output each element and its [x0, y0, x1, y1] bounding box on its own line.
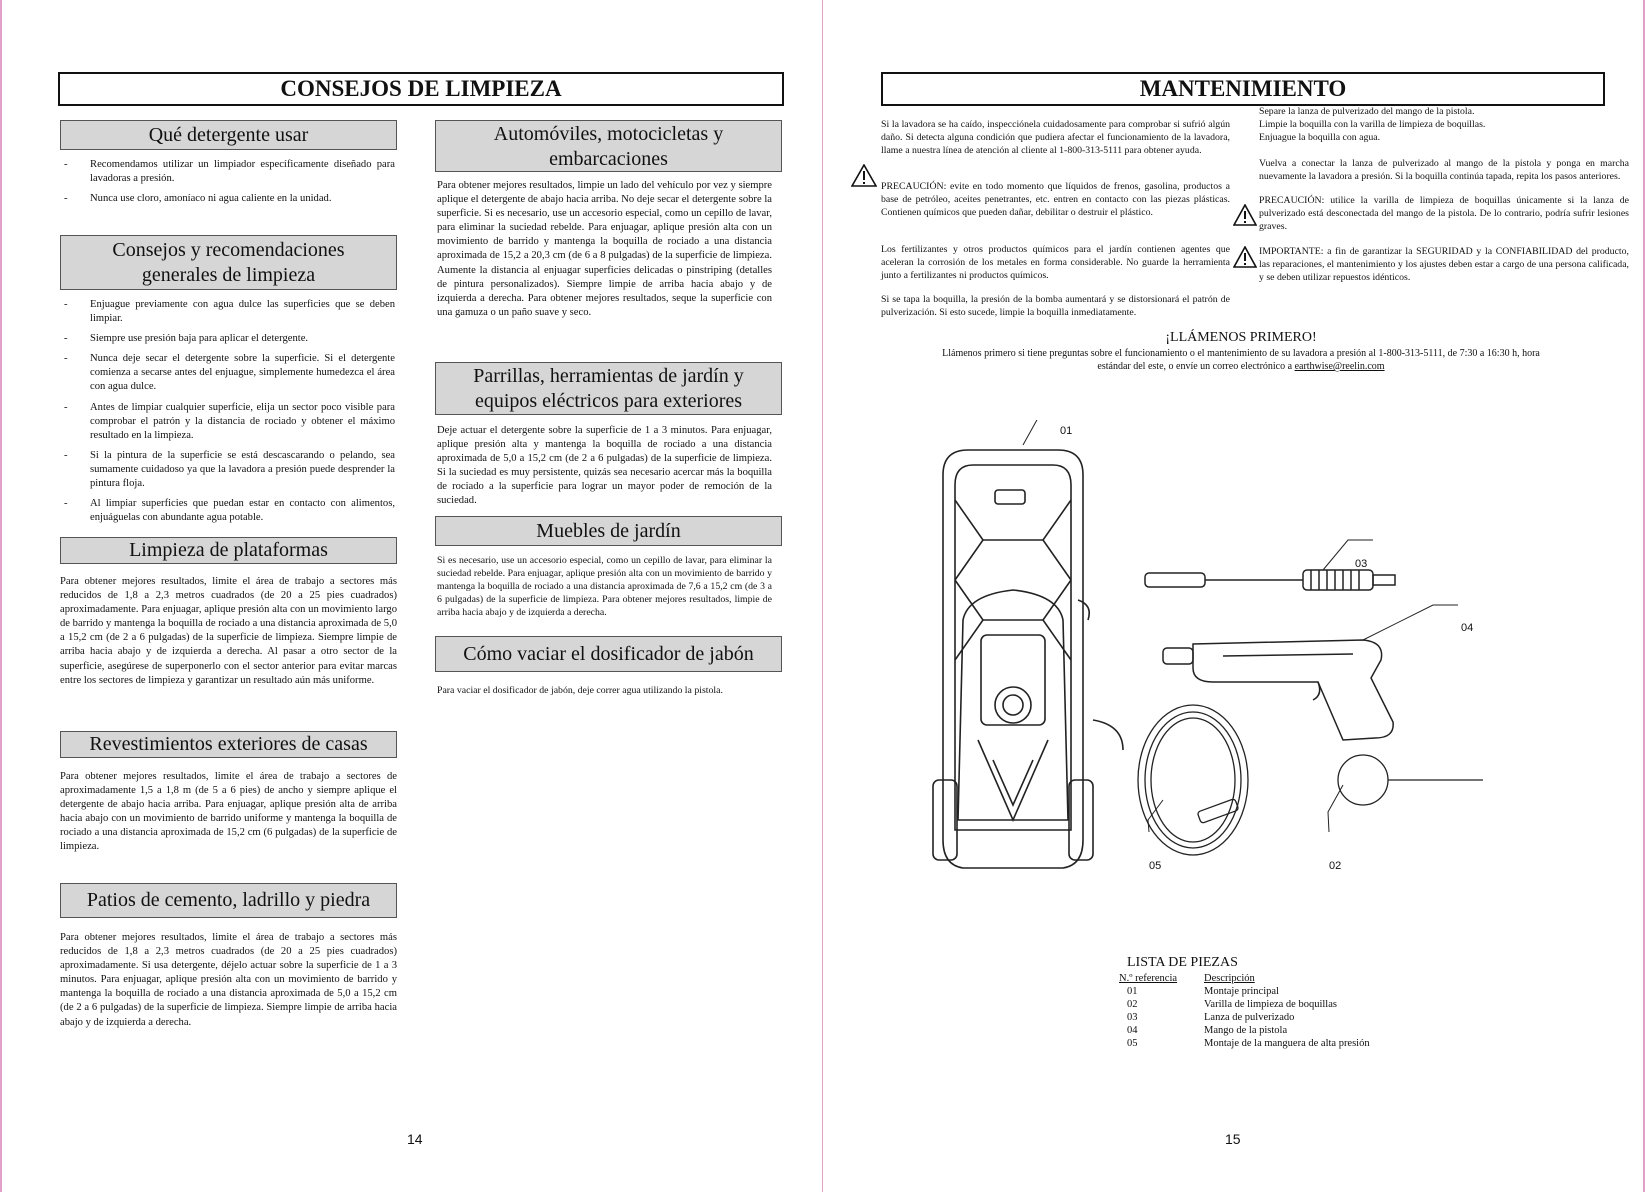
section-heading-revestimientos: Revestimientos exteriores de casas — [60, 731, 397, 758]
table-row — [1119, 1037, 1370, 1050]
table-header-row — [1119, 972, 1370, 985]
email-link[interactable]: earthwise@reelin.com — [1294, 361, 1385, 372]
callout-02: 02 — [1329, 860, 1342, 872]
muebles-body: Si es necesario, use un accesorio especial, como un cepillo de lavar, para eliminar la suciedad rebelde. Para enjuagar, aplique presión alta con un movimiento de barrido y mantenga la boquilla de rociado a una distancia aproximada de 7,6 a 15,2 cm (de 3 a 6 pulgadas) de la superficie de limpieza. Para obtener mejores resultados, limpie de arriba hacia abajo y de izquierda a derecha. — [437, 555, 772, 618]
part-ref: 02 — [1127, 999, 1138, 1010]
consejos-list — [62, 298, 395, 531]
maint-nozzle: Si se tapa la boquilla, la presión de la bomba aumentará y se distorsionará el patrón de pulverización. Si esto sucede, limpie la boquilla inmediatamente. — [881, 294, 1230, 318]
parrillas-body: Deje actuar el detergente sobre la superficie de 1 a 3 minutos. Para enjuagar, aplique presión alta y mantenga la boquilla de rociado a una distancia aproximada de 5,0 a 15,2 cm (de 2 a 6 pulgadas) de la superficie de limpieza. Si la suciedad es muy persistente, quizás sea necesario acercar más la boquilla de rociado a la superficie para lograr un mayor poder de remoción de la suciedad. — [437, 425, 772, 507]
call-line-text: estándar del este, o envíe un correo electrónico a — [1097, 361, 1295, 372]
heading-line: equipos eléctricos para exteriores — [474, 390, 743, 412]
gun-handle-drawing — [1163, 640, 1393, 740]
list-item: - Antes de limpiar cualquier superficie, elija un sector poco visible para comprobar el patrón y la distancia de rociado y obtener el máximo resultado en la limpieza. — [62, 401, 395, 443]
section-heading-consejos — [60, 235, 397, 290]
detergente-list — [62, 158, 395, 212]
column-header-desc: Descripción — [1204, 973, 1255, 984]
parts-list-heading: LISTA DE PIEZAS — [1127, 955, 1238, 970]
part-ref: 01 — [1127, 986, 1138, 997]
section-heading-detergente: Qué detergente usar — [60, 120, 397, 150]
table-row — [1119, 1011, 1370, 1024]
heading-line: embarcaciones — [549, 148, 668, 170]
hose-drawing — [1138, 705, 1248, 855]
section-heading-parrillas — [435, 362, 782, 415]
part-desc: Lanza de pulverizado — [1204, 1012, 1295, 1023]
part-ref: 05 — [1127, 1038, 1138, 1049]
callout-03: 03 — [1355, 558, 1368, 570]
section-heading-patios: Patios de cemento, ladrillo y piedra — [60, 883, 397, 918]
automoviles-body: Para obtener mejores resultados, limpie un lado del vehículo por vez y siempre aplique el detergente de abajo hacia arriba. No deje secar el detergente sobre la superficie. Si es necesario, use un accesorio especial, como un cepillo de lavar, para eliminar la suciedad rebelde. Para enjuagar, aplique presión alta con un movimiento de barrido y mantenga la boquilla de rociado a una distancia aproximada de 15,2 a 20,3 cm (de 6 a 8 pulgadas) de la superficie de limpieza. Aumente la distancia al enjuagar superficies delicadas o pinstriping (detalles de pintura personalizados). Siempre limpie de arriba hacia abajo y de izquierda a derecha. Para obtener mejores resultados, seque la superficie con una gamuza o un paño suave y seco. — [437, 180, 772, 318]
maint-steps — [1259, 105, 1629, 144]
page-title: MANTENIMIENTO — [881, 72, 1605, 106]
step-line: Enjuague la boquilla con agua. — [1259, 132, 1381, 143]
call-line: Llámenos primero si tiene preguntas sobre el funcionamiento o el mantenimiento de su lavadora a presión al 1-800-313-5111, de 7:30 a 16:30 h, hora — [942, 348, 1540, 359]
warning-icon — [1233, 246, 1257, 268]
heading-line: Parrillas, herramientas de jardín y — [473, 365, 744, 387]
parts-table — [1119, 972, 1370, 1050]
part-ref: 04 — [1127, 1025, 1138, 1036]
part-desc: Mango de la pistola — [1204, 1025, 1288, 1036]
right-page — [822, 0, 1645, 1192]
call-heading: ¡LLÁMENOS PRIMERO! — [1165, 330, 1317, 345]
maint-p1: Si la lavadora se ha caído, inspecciónela cuidadosamente para comprobar si sufrió algún daño. Si detecta alguna condición que pudiera afectar el funcionamiento de la lavadora, llame a nuestra línea de atención al cliente al 1-800-313-5111 para obtener ayuda. — [881, 119, 1230, 156]
maint-caution-plastic: PRECAUCIÓN: evite en todo momento que líquidos de frenos, gasolina, productos a base de petróleo, aceites penetrantes, etc. entren en contacto con las piezas plásticas. Contienen químicos que pueden dañar, debilitar o destruir el plástico. — [881, 181, 1230, 218]
call-line — [863, 360, 1619, 373]
table-row — [1119, 1024, 1370, 1037]
part-desc: Montaje de la manguera de alta presión — [1204, 1038, 1370, 1049]
warning-icon — [1233, 204, 1257, 226]
list-item: - Si la pintura de la superficie se está descascarando o pelando, sea sumamente cuidadoso ya que la lavadora a presión puede desprender la pintura floja. — [62, 449, 395, 491]
heading-line: generales de limpieza — [141, 264, 316, 286]
call-text — [863, 347, 1619, 373]
table-row — [1119, 998, 1370, 1011]
section-heading-muebles: Muebles de jardín — [435, 516, 782, 546]
page-number: 15 — [1225, 1131, 1241, 1147]
heading-line: Automóviles, motocicletas y — [493, 123, 724, 145]
parts-illustration — [923, 420, 1583, 890]
list-item: - Nunca deje secar el detergente sobre la superficie. Si el detergente comienza a secarse antes del enjuague, simplemente humedezca el área con agua dulce. — [62, 352, 395, 394]
page-number: 14 — [407, 1131, 423, 1147]
callout-04: 04 — [1461, 622, 1474, 634]
heading-line: Consejos y recomendaciones — [112, 239, 345, 261]
warning-icon — [851, 164, 877, 187]
page-title: CONSEJOS DE LIMPIEZA — [58, 72, 784, 106]
column-header-ref: N.º referencia — [1119, 973, 1178, 984]
step-line: Separe la lanza de pulverizado del mango de la pistola. — [1259, 106, 1475, 117]
spray-lance-drawing — [1145, 570, 1395, 590]
part-desc: Varilla de limpieza de boquillas — [1204, 999, 1337, 1010]
part-ref: 03 — [1127, 1012, 1138, 1023]
list-item: - Recomendamos utilizar un limpiador específicamente diseñado para lavadoras a presión. — [62, 158, 395, 186]
patios-body: Para obtener mejores resultados, limite el área de trabajo a sectores más reducidos de 1,8 a 2,3 metros cuadrados (de 20 a 25 pies cuadrados) aproximadamente. Si usa detergente, déjelo actuar sobre la superficie de 1 a 3 minutos. Para enjuagar, aplique presión alta con un movimiento de barrido y mantenga la boquilla de rociado a una distancia aproximada de 5,0 a 15,2 cm (de 2 a 6 pulgadas) de la superficie de limpieza. Siempre limpie de arriba hacia abajo y de izquierda a derecha. — [60, 932, 397, 1028]
dosificador-body: Para vaciar el dosificador de jabón, deje correr agua utilizando la pistola. — [437, 685, 723, 696]
callout-01: 01 — [1060, 425, 1073, 437]
table-row — [1119, 985, 1370, 998]
revestimientos-body: Para obtener mejores resultados, limite el área de trabajo a sectores de aproximadamente 1,5 a 1,8 m (de 5 a 6 pies) de ancho y siempre aplique el detergente de abajo hacia arriba. Para enjuagar, aplique presión alta de arriba hacia abajo con un movimiento de barrido uniforme y mantenga la boquilla de rociado a una distancia aproximada de 15,2 cm (6 pulgadas) de la superficie de limpieza. — [60, 771, 397, 853]
callout-05: 05 — [1149, 860, 1162, 872]
plataformas-body: Para obtener mejores resultados, limite el área de trabajo a sectores más reducidos de 1,8 a 2,3 metros cuadrados (de 20 a 25 pies cuadrados) aproximadamente. Para enjuagar, aplique presión alta con un movimiento largo de barrido y mantenga la boquilla de rociado a una distancia aproximada de 5,0 a 15,2 cm (de 2 a 6 pulgadas) de la superficie de limpieza. Siempre limpie de arriba hacia abajo y de izquierda a derecha. Al pasar a otro sector de la superficie, asegúrese de superponerlo con el sector anterior para evitar marcas entre los sectores de limpieza y garantizar un resultado aún más uniforme. — [60, 576, 397, 686]
section-heading-dosificador: Cómo vaciar el dosificador de jabón — [435, 636, 782, 672]
maint-caution-rod: PRECAUCIÓN: utilice la varilla de limpieza de boquillas únicamente si la lanza de pulverizado está desconectada del mango de la pistola. De lo contrario, podría sufrir lesiones graves. — [1259, 195, 1629, 232]
list-item: - Nunca use cloro, amoníaco ni agua caliente en la unidad. — [62, 192, 395, 206]
nozzle-rod-drawing — [1338, 755, 1483, 805]
main-unit-drawing — [933, 450, 1123, 868]
maint-fertilizers: Los fertilizantes y otros productos químicos para el jardín contienen agentes que aceleran la corrosión de los metales en forma considerable. No guarde la herramienta junto a fertilizantes ni productos químicos. — [881, 244, 1230, 281]
maint-important: IMPORTANTE: a fin de garantizar la SEGURIDAD y la CONFIABILIDAD del producto, las reparaciones, el mantenimiento y los ajustes deben estar a cargo de una persona calificada, y se deben utilizar repuestos idénticos. — [1259, 246, 1629, 283]
maint-reconnect: Vuelva a conectar la lanza de pulverizado al mango de la pistola y ponga en marcha nuevamente la lavadora a presión. Si la boquilla continúa tapada, repita los pasos anteriores. — [1259, 158, 1629, 182]
list-item: - Siempre use presión baja para aplicar el detergente. — [62, 332, 395, 346]
step-line: Limpie la boquilla con la varilla de limpieza de boquillas. — [1259, 119, 1486, 130]
section-heading-automoviles — [435, 120, 782, 172]
list-item: - Enjuague previamente con agua dulce las superficies que se deben limpiar. — [62, 298, 395, 326]
section-heading-plataformas: Limpieza de plataformas — [60, 537, 397, 564]
list-item: - Al limpiar superficies que puedan estar en contacto con alimentos, enjuáguelas con abundante agua potable. — [62, 497, 395, 525]
part-desc: Montaje principal — [1204, 986, 1279, 997]
